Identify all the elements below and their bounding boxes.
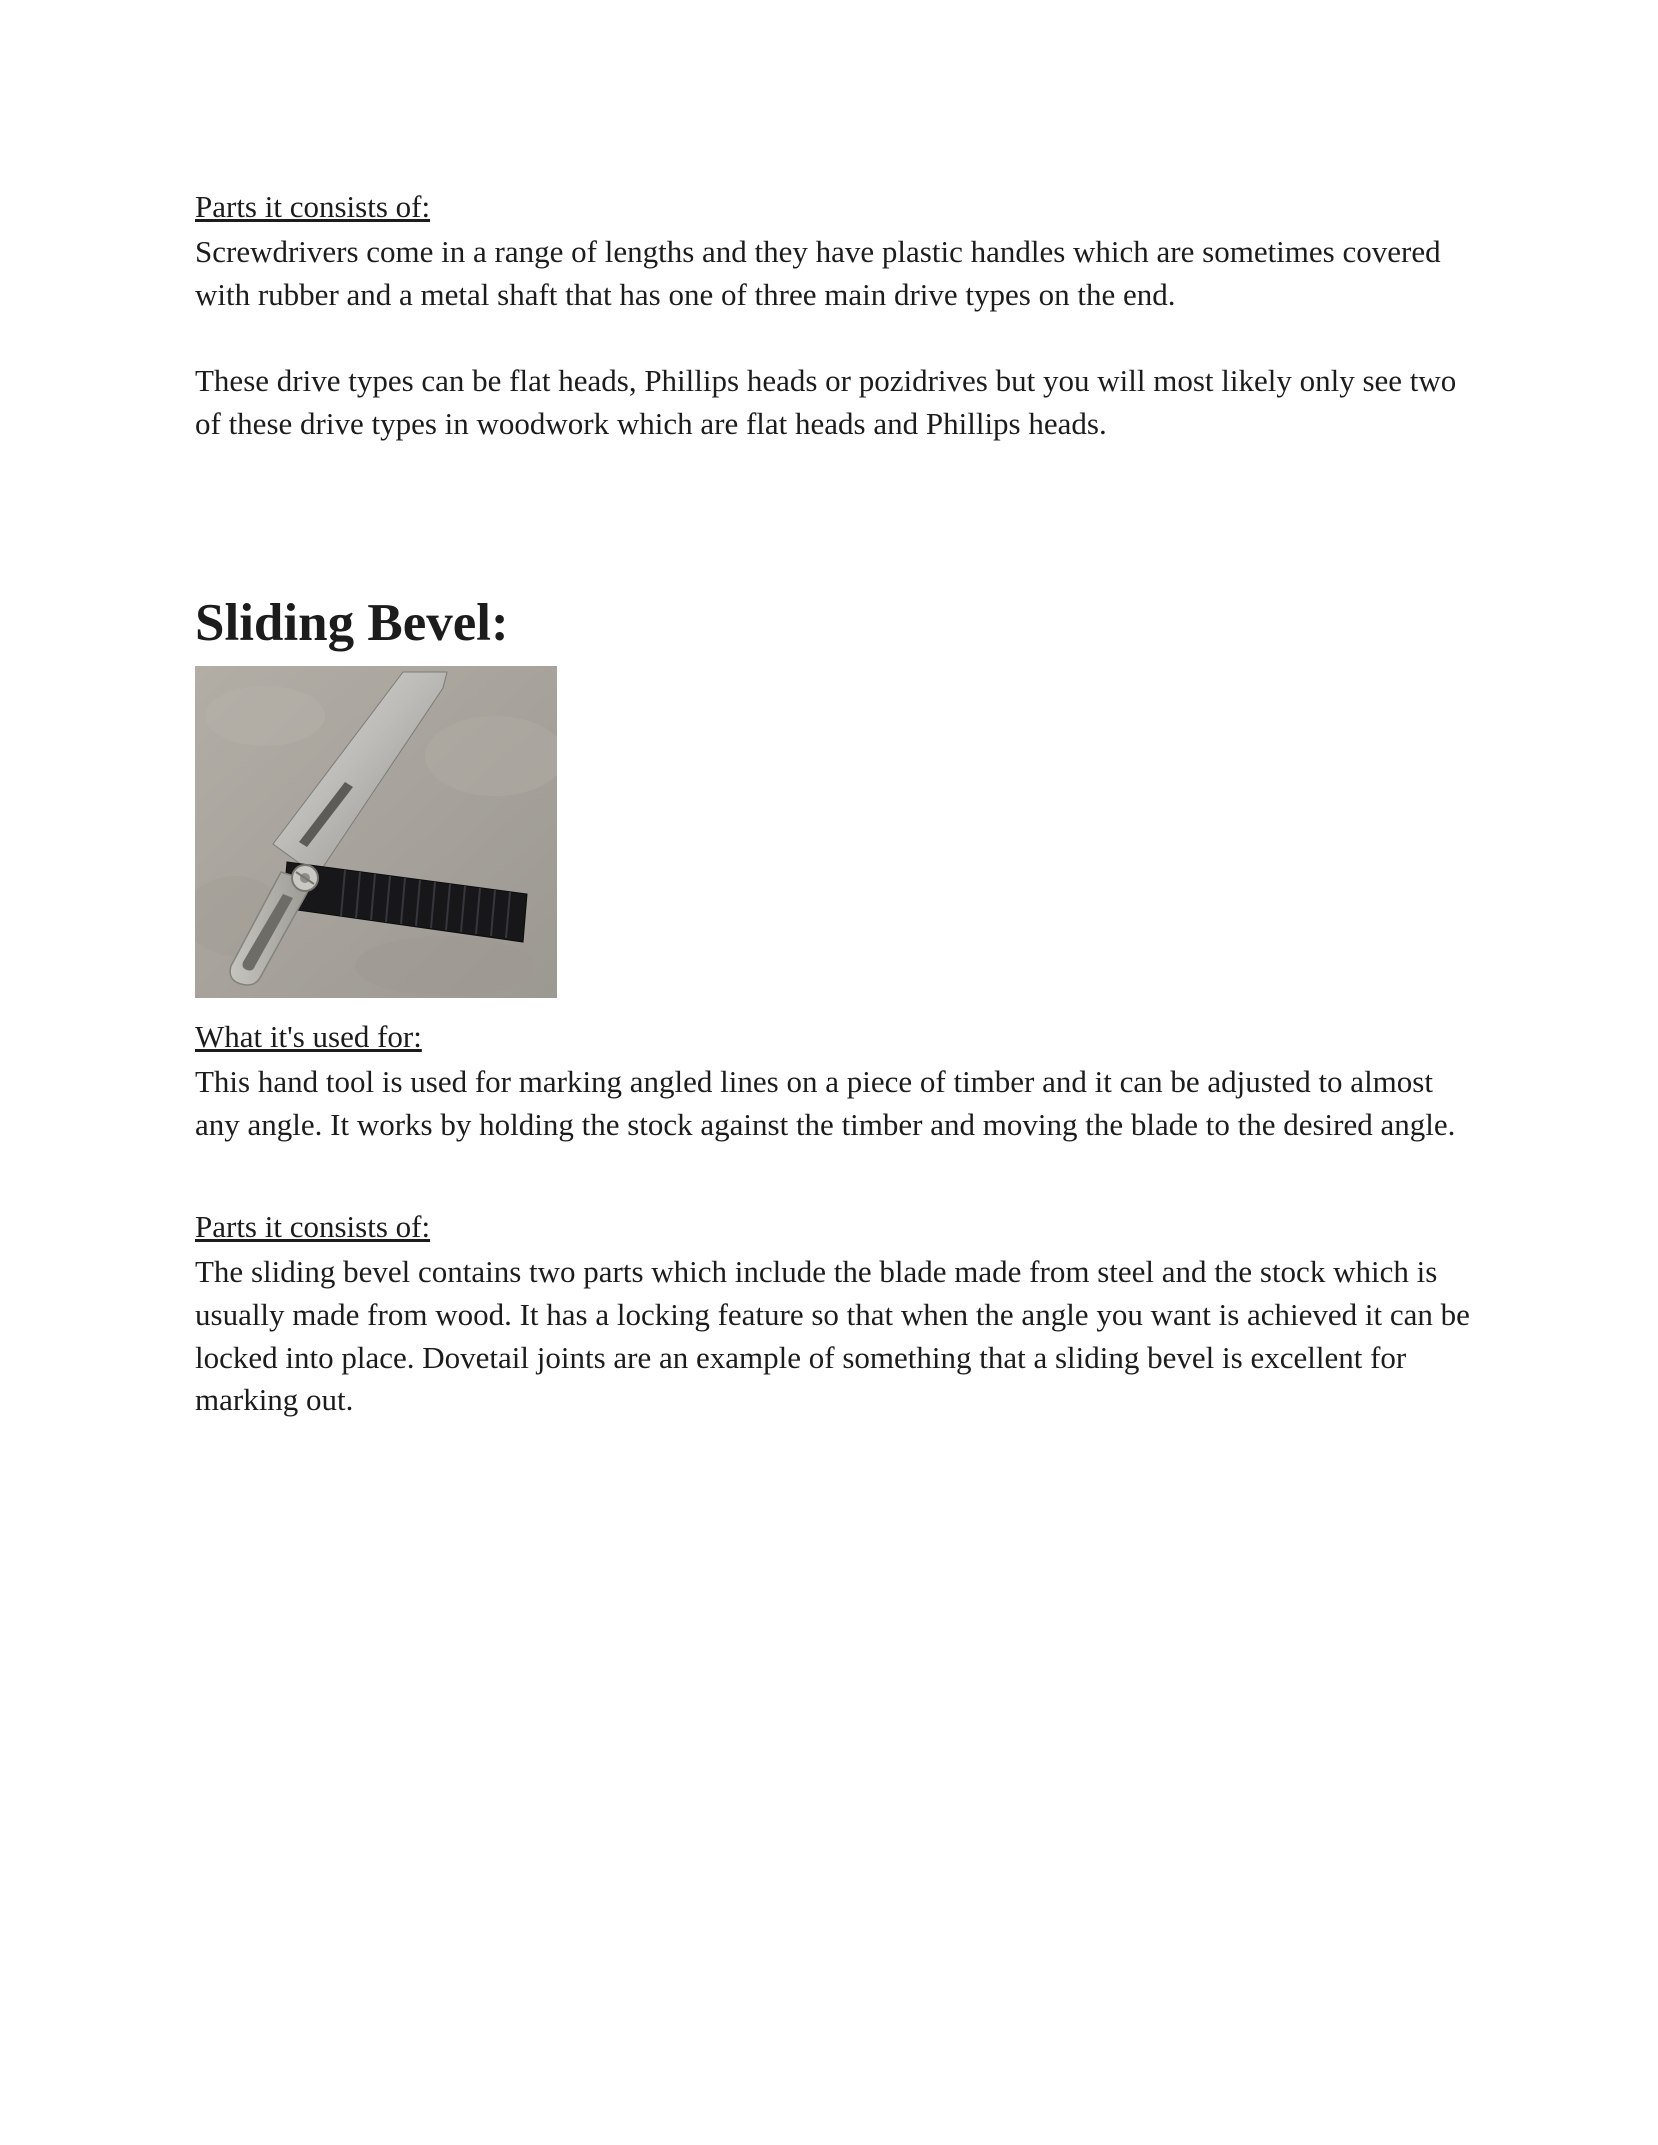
- bevel-parts-paragraph: The sliding bevel contains two parts which include the blade made from steel and the stock which is usually made from wood. It has a locking feature so that when the angle you want is achieved it can be locked into place. Dovetail joints are an example of something that a sliding bevel is excellent for marking out.: [195, 1254, 1470, 1418]
- sliding-bevel-photo: [195, 666, 557, 998]
- sliding-bevel-title: Sliding Bevel:: [195, 593, 509, 652]
- sliding-bevel-illustration: [195, 666, 557, 998]
- bevel-parts-heading: Parts it consists of:: [195, 1209, 431, 1245]
- screwdriver-parts-section: [195, 186, 1483, 446]
- screwdriver-parts-paragraph-2: These drive types can be flat heads, Phillips heads or pozidrives but you will most likely only see two of these drive types in woodwork which are flat heads and Phillips heads.: [195, 363, 1457, 442]
- screwdriver-parts-heading: Parts it consists of:: [195, 189, 431, 224]
- bevel-used-paragraph: This hand tool is used for marking angled lines on a piece of timber and it can be adjusted to almost any angle. It works by holding the stock against the timber and moving the blade to the desired angle.: [195, 1063, 1456, 1142]
- screwdriver-parts-paragraph-1: Screwdrivers come in a range of lengths and they have plastic handles which are sometimes covered with rubber and a metal shaft that has one of three main drive types on the end.: [195, 233, 1441, 312]
- bevel-used-heading: What it's used for:: [195, 1019, 422, 1055]
- sliding-bevel-section: [195, 594, 1483, 1422]
